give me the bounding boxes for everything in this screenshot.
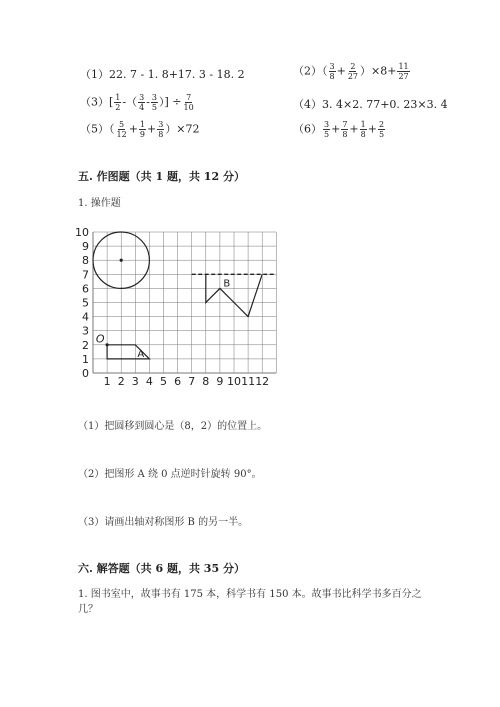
problem-label: （5） <box>80 122 109 136</box>
fraction: $\frac{1}{9}$ <box>139 120 145 139</box>
problem-2 <box>293 62 411 81</box>
problem-label: （3） <box>80 95 109 109</box>
paren: （ <box>322 64 328 78</box>
circle-center-dot <box>120 259 123 262</box>
x-tick-label: 8 <box>202 375 210 388</box>
label-a: A <box>137 348 145 360</box>
problem-expression: 22. 7 - 1. 8+17. 3 - 18. 2 <box>109 68 245 81</box>
problem-3 <box>80 93 196 112</box>
y-tick-label: 1 <box>82 352 89 366</box>
fraction: $\frac{3}{4}$ <box>139 93 145 112</box>
point-o-dot <box>106 343 109 346</box>
fraction: $\frac{11}{27}$ <box>398 62 409 81</box>
question-1-title: 1. 操作题 <box>78 198 121 209</box>
problem-6 <box>293 120 386 139</box>
x-axis-labels <box>104 375 270 388</box>
word-problem-1-line-2: 几？ <box>78 604 98 615</box>
fraction: $\frac{1}{8}$ <box>360 120 366 139</box>
coordinate-grid <box>60 225 290 390</box>
y-tick-label: 0 <box>82 367 89 380</box>
subquestion-3: （3）请画出轴对称图形 B 的另一半。 <box>78 517 249 528</box>
x-tick-label: 9 <box>216 375 224 388</box>
section-5-title: 五. 作图题（共 1 题，共 12 分） <box>78 170 245 183</box>
fraction: $\frac{1}{2}$ <box>115 93 121 112</box>
fraction: $\frac{3}{5}$ <box>324 120 330 139</box>
label-o: O <box>95 332 105 346</box>
subquestion-1: （1）把圆移到圆心是（8，2）的位置上。 <box>78 421 268 432</box>
x-tick-label: 1 <box>103 375 111 388</box>
y-tick-label: 9 <box>82 240 89 254</box>
x-tick-label: 5 <box>160 375 167 388</box>
fraction: $\frac{3}{5}$ <box>151 93 158 112</box>
x-tick-label: 7 <box>188 375 196 388</box>
fraction: $\frac{2}{27}$ <box>347 62 358 81</box>
problem-expression: 3. 4×2. 77+0. 23×3. 4 <box>322 98 448 111</box>
fraction: $\frac{2}{5}$ <box>378 120 385 139</box>
problem-label: （6） <box>293 122 322 136</box>
y-tick-label: 8 <box>82 254 89 268</box>
y-tick-label: 4 <box>82 310 89 324</box>
fraction: $\frac{3}{8}$ <box>158 120 164 139</box>
section-6-title: 六. 解答题（共 6 题，共 35 分） <box>78 562 245 575</box>
fraction: $\frac{7}{8}$ <box>342 120 348 139</box>
y-tick-label: 6 <box>82 282 89 296</box>
x-tick-label: 3 <box>131 375 139 388</box>
operator: - <box>146 95 150 109</box>
operator: + <box>128 122 138 136</box>
bracket: [ <box>109 95 114 109</box>
operator: ）] ÷ <box>159 95 182 109</box>
fraction: $\frac{5}{12}$ <box>116 120 127 139</box>
operator: + <box>147 122 157 136</box>
y-tick-label: 10 <box>75 226 89 239</box>
problem-label: （4） <box>293 98 322 111</box>
y-tick-label: 3 <box>82 324 89 338</box>
operator: + <box>349 122 359 136</box>
operator: ）×8+ <box>360 64 397 78</box>
y-axis-labels <box>75 226 89 380</box>
fraction: $\frac{3}{8}$ <box>329 62 335 81</box>
operator: + <box>331 122 341 136</box>
problem-label: （2） <box>293 64 322 78</box>
operator: + <box>367 122 377 136</box>
x-tick-label: 11 <box>241 375 256 388</box>
problem-5 <box>80 120 200 139</box>
fraction: $\frac{7}{10}$ <box>183 93 194 112</box>
problem-1 <box>80 66 245 82</box>
y-tick-label: 5 <box>82 296 89 310</box>
operator: ）×72 <box>165 122 200 136</box>
y-tick-label: 7 <box>82 268 89 282</box>
x-tick-label: 12 <box>255 375 270 388</box>
paren: （ <box>109 122 115 136</box>
x-tick-label: 4 <box>145 375 153 388</box>
x-tick-label: 6 <box>174 375 182 388</box>
label-b: B <box>223 278 231 290</box>
subquestion-2: （2）把图形 A 绕 0 点逆时针旋转 90°。 <box>78 469 262 480</box>
problem-4 <box>293 96 448 112</box>
word-problem-1-line-1: 1. 图书室中，故事书有 175 本，科学书有 150 本。故事书比科学书多百分之 <box>78 589 422 600</box>
operator: -（ <box>122 95 138 109</box>
grid-lines <box>93 232 276 373</box>
operator: + <box>336 64 346 78</box>
x-tick-label: 10 <box>227 375 241 388</box>
problem-label: （1） <box>80 68 109 81</box>
x-tick-label: 2 <box>117 375 125 388</box>
y-tick-label: 2 <box>82 338 89 352</box>
